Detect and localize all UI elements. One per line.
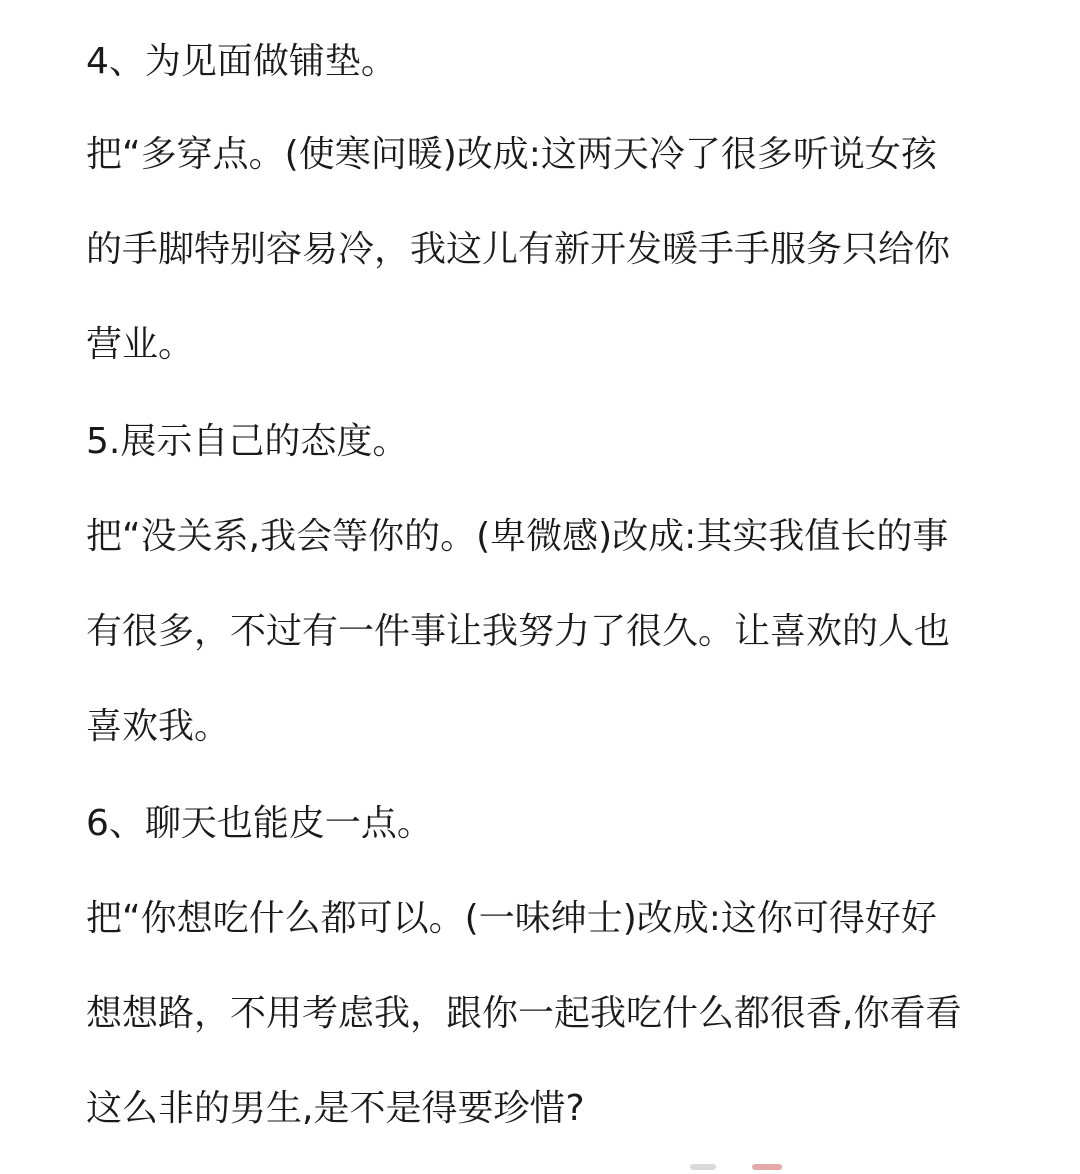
body-line: 营业。 [86, 324, 195, 365]
body-line: 想想路，不用考虑我，跟你一起我吃什么都很香,你看看 [86, 993, 962, 1034]
body-line: 的手脚特别容易冷，我这儿有新开发暖手手服务只给你 [86, 229, 951, 270]
cropped-mark-gray [690, 1164, 716, 1170]
section-heading-6: 6、聊天也能皮一点。 [86, 803, 433, 844]
cropped-mark-red [752, 1164, 782, 1170]
body-line: 喜欢我。 [86, 706, 231, 747]
body-line: 把“多穿点。(使寒问暖)改成:这两天冷了很多听说女孩 [86, 134, 937, 175]
section-heading-5: 5.展示自己的态度。 [86, 421, 409, 462]
body-line: 把“你想吃什么都可以。(一味绅士)改成:这你可得好好 [86, 898, 937, 939]
body-line: 这么非的男生,是不是得要珍惜? [86, 1088, 585, 1129]
body-line: 有很多，不过有一件事让我努力了很久。让喜欢的人也 [86, 611, 951, 652]
body-line: 把“没关系,我会等你的。(卑微感)改成:其实我值长的事 [86, 516, 949, 557]
section-heading-4: 4、为见面做铺垫。 [86, 41, 397, 82]
